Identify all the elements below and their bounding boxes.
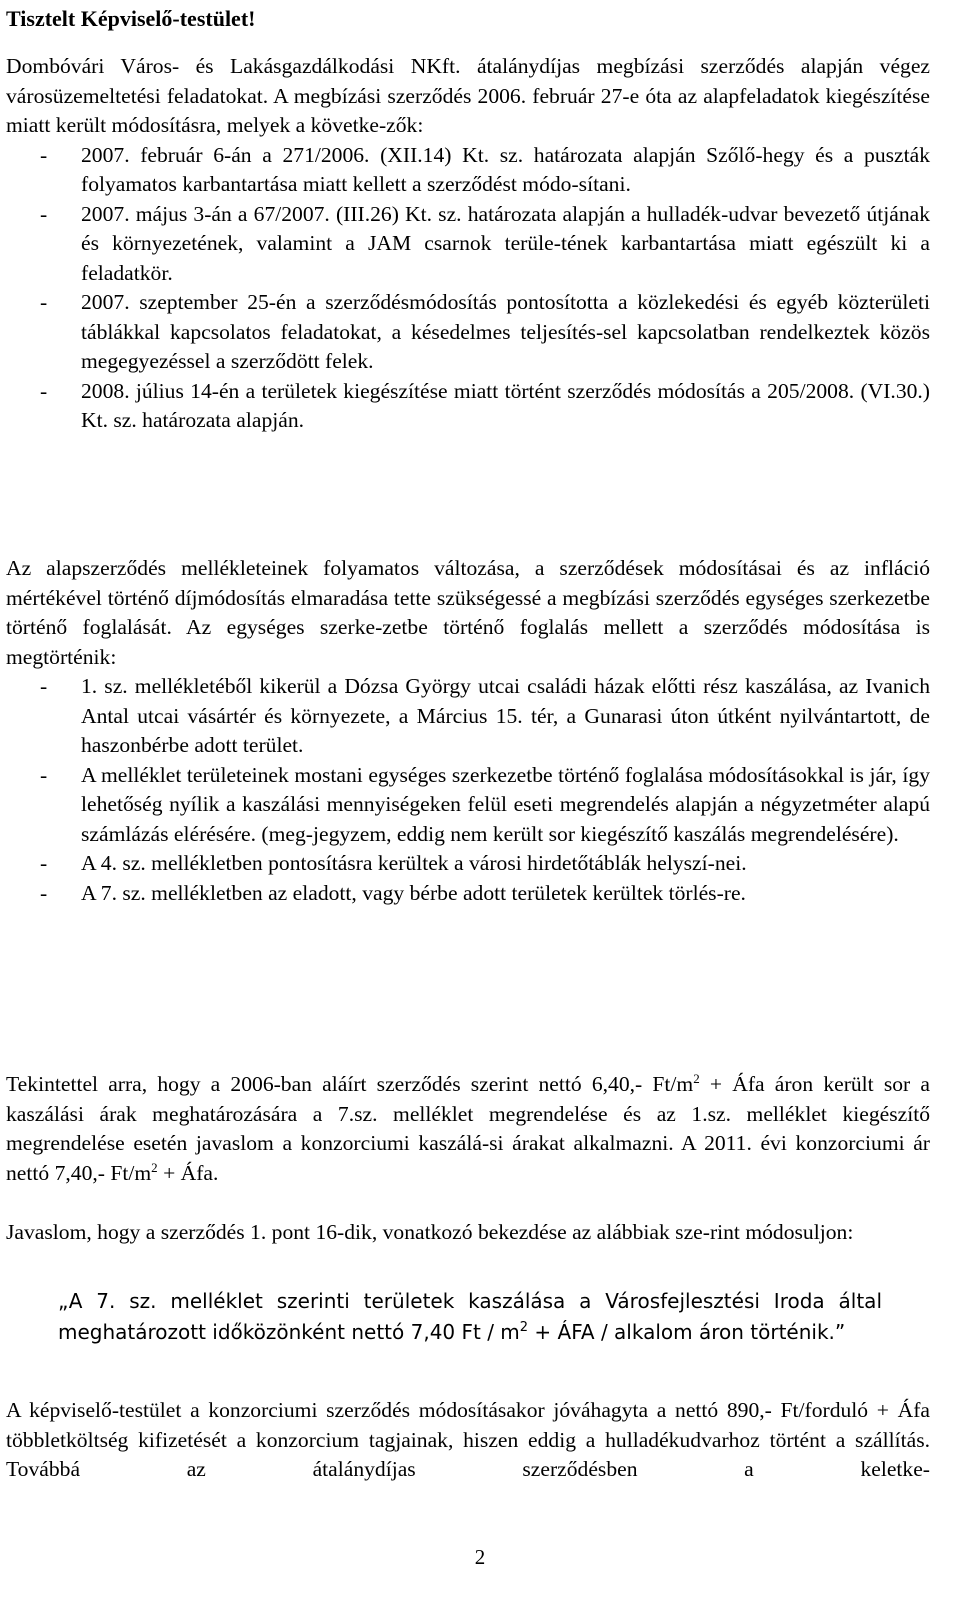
list-dash: - — [40, 290, 48, 314]
list-item-text: 2008. július 14-én a területek kiegészítése miatt történt szerződés módosítás a 205/2008. (VI.30.) Kt. sz. határozata alapján. — [81, 378, 930, 432]
list-item — [6, 141, 930, 200]
pricing-paragraph — [6, 1070, 930, 1188]
list-dash: - — [40, 762, 48, 787]
superscript-squared: 2 — [151, 1159, 158, 1175]
list-item-text: 1. sz. mellékletéből kikerül a Dózsa György utcai családi házak előtti rész kaszálása, az Ivanich Antal utcai vásártér és környezete, a Március 15. tér, a Gunarasi úton útként nyilvántartott, de haszonbérbe adott terület. — [81, 674, 930, 757]
pricing-section — [6, 1070, 930, 1188]
quote-text-1: „A 7. sz. melléklet szerinti területek kaszálása a Városfejlesztési Iroda által meghatározott időközönként nettó 7,40 Ft / m — [58, 1289, 882, 1344]
list-item — [6, 879, 930, 909]
list-item-text: A 7. sz. mellékletben az eladott, vagy bérbe adott területek kerültek törlés-re. — [81, 880, 746, 905]
list-dash: - — [40, 142, 48, 167]
quoted-amendment — [58, 1286, 882, 1348]
list-dash: - — [40, 880, 48, 905]
proposal-section — [6, 1218, 930, 1248]
consolidation-section — [6, 554, 930, 908]
list-item-text: 2007. május 3-án a 67/2007. (III.26) Kt. sz. határozata alapján a hulladék-udvar bevezető útjának és környezetének, valamint a JAM csarnok terüle-tének karbantartása miatt egészült ki a feladatkör. — [81, 201, 930, 285]
intro-paragraph: Dombóvári Város- és Lakásgazdálkodási NKft. átalánydíjas megbízási szerződés alapján végez városüzemeltetési feladatokat. A megbízási szerződés 2006. február 27-e óta az alapfeladatok kiegészítése miatt került módosításra, melyek a követke-zők: — [6, 54, 930, 137]
superscript-squared: 2 — [693, 1071, 700, 1086]
list-item — [6, 761, 930, 850]
changes-list — [6, 672, 930, 908]
list-item — [6, 377, 930, 436]
consolidation-paragraph: Az alapszerződés mellékleteinek folyamatos változása, a szerződések módosításai és az infláció mértékével történő díjmódosítás elmaradása tette szükségessé a megbízási szerződés egységes szerkezetbe történő foglalását. Az egységes szerke-zetbe történő foglalás mellett a szerződés módosítása is megtörténik: — [6, 556, 930, 669]
list-item — [6, 672, 930, 761]
closing-paragraph: A képviselő-testület a konzorciumi szerződés módosításakor jóváhagyta a nettó 890,- Ft/forduló + Áfa többletköltség kifizetését a konzorcium tagjainak, hiszen eddig a hulladékudvarhoz történt a szállítás. Továbbá az átalánydíjas szerződésben a keletke- — [6, 1398, 930, 1481]
list-dash: - — [40, 378, 48, 403]
superscript-squared: 2 — [519, 1320, 529, 1335]
amendments-list — [6, 141, 930, 436]
list-item-text: A melléklet területeinek mostani egységes szerkezetbe történő foglalása módosításokkal is jár, így lehetőség nyílik a kaszálási mennyiségeken felül eseti megrendelés alapján a négyzetméter alapú számlázás elérésére. (meg-jegyzem, eddig nem került sor kiegészítő kaszálás megrendelésére). — [81, 762, 930, 846]
proposal-paragraph: Javaslom, hogy a szerződés 1. pont 16-dik, vonatkozó bekezdése az alábbiak sze-rint módosuljon: — [6, 1220, 854, 1244]
pricing-text-3: + Áfa. — [157, 1160, 219, 1185]
list-dash: - — [40, 201, 48, 226]
page-number: 2 — [474, 1545, 486, 1569]
list-item — [6, 849, 930, 879]
list-item-text: 2007. február 6-án a 271/2006. (XII.14) Kt. sz. határozata alapján Szőlő-hegy és a puszták folyamatos karbantartása miatt kellett a szerződést módo-sítani. — [81, 142, 930, 196]
pricing-text-2: + Áfa áron került sor a kaszálási árak meghatározására a 7.sz. melléklet megrendelése és az 1.sz. melléklet kiegészítő megrendelése esetén javaslom a konzorciumi kaszálá-si árakat alkalmazni. A 2011. évi konzorciumi ár nettó 7,40,- Ft/m — [6, 1072, 930, 1185]
list-dash: - — [40, 851, 48, 875]
list-item-text: A 4. sz. mellékletben pontosításra kerültek a városi hirdetőtáblák helyszí-nei. — [81, 851, 747, 875]
list-item-text: 2007. szeptember 25-én a szerződésmódosítás pontosította a közlekedési és egyéb közterületi táblákkal kapcsolatos feladatokat, a késedelmes teljesítés-sel kapcsolatban rendelkeztek közös megegyezéssel a szerződött felek. — [81, 290, 930, 373]
list-dash: - — [40, 674, 48, 698]
closing-section — [6, 1396, 930, 1485]
list-item — [6, 288, 930, 377]
list-item — [6, 200, 930, 289]
quote-text-2: + ÁFA / alkalom áron történik.” — [528, 1320, 846, 1344]
salutation-heading: Tisztelt Képviselő-testület! — [6, 6, 256, 31]
intro-section — [6, 52, 930, 436]
pricing-text-1: Tekintettel arra, hogy a 2006-ban aláírt szerződés szerint nettó 6,40,- Ft/m — [6, 1072, 694, 1096]
